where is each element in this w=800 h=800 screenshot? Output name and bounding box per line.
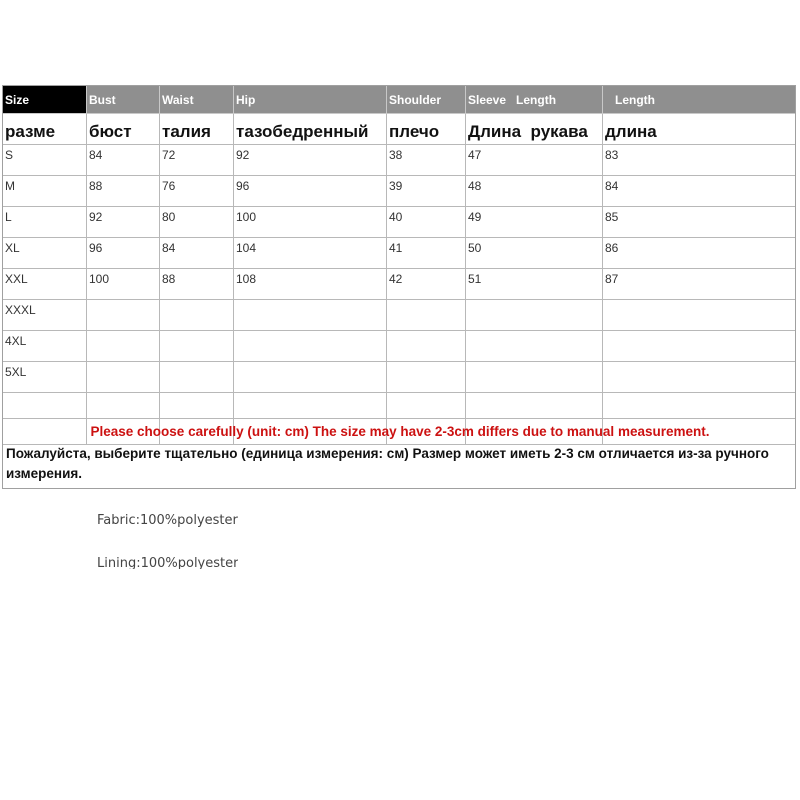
table-cell: XL xyxy=(3,238,87,269)
lining-info: Lining:100%polyester xyxy=(97,556,239,569)
table-cell: 85 xyxy=(603,207,797,238)
empty-cell xyxy=(603,393,797,419)
table-cell: 84 xyxy=(160,238,234,269)
table-row xyxy=(3,362,797,393)
table-cell: 49 xyxy=(466,207,603,238)
table-row xyxy=(3,238,797,269)
table-cell xyxy=(87,300,160,331)
table-cell: 41 xyxy=(387,238,466,269)
table-cell: 88 xyxy=(87,176,160,207)
table-cell xyxy=(160,331,234,362)
table-cell: XXL xyxy=(3,269,87,300)
table-cell: 84 xyxy=(603,176,797,207)
table-cell xyxy=(466,362,603,393)
table-row xyxy=(3,145,797,176)
table-cell xyxy=(160,362,234,393)
table-cell xyxy=(387,362,466,393)
table-cell: 4XL xyxy=(3,331,87,362)
table-cell: 86 xyxy=(603,238,797,269)
table-cell xyxy=(387,300,466,331)
size-table xyxy=(2,85,796,445)
table-cell: 87 xyxy=(603,269,797,300)
table-cell: 72 xyxy=(160,145,234,176)
table-row xyxy=(3,207,797,238)
table-cell: 100 xyxy=(87,269,160,300)
header-sleeve-length: Sleeve Length xyxy=(466,86,603,114)
empty-cell xyxy=(234,393,387,419)
size-chart xyxy=(2,85,796,489)
ru-header-hip: тазобедренный xyxy=(234,114,387,145)
table-cell: 108 xyxy=(234,269,387,300)
table-cell: S xyxy=(3,145,87,176)
table-cell: 5XL xyxy=(3,362,87,393)
ru-header-bust: бюст xyxy=(87,114,160,145)
table-row xyxy=(3,300,797,331)
table-cell xyxy=(466,331,603,362)
ru-header-waist: талия xyxy=(160,114,234,145)
table-cell xyxy=(234,300,387,331)
table-cell xyxy=(234,331,387,362)
table-cell: 83 xyxy=(603,145,797,176)
table-cell: M xyxy=(3,176,87,207)
table-cell xyxy=(87,331,160,362)
table-cell: 51 xyxy=(466,269,603,300)
table-cell: L xyxy=(3,207,87,238)
header-length: Length xyxy=(603,86,797,114)
table-cell: XXXL xyxy=(3,300,87,331)
empty-cell xyxy=(466,393,603,419)
russian-header-row xyxy=(3,114,797,145)
table-cell: 84 xyxy=(87,145,160,176)
header-hip: Hip xyxy=(234,86,387,114)
measurement-note-english: Please choose carefully (unit: cm) The size may have 2-3cm differs due to manual measurement. xyxy=(90,424,710,439)
header-size: Size xyxy=(3,86,87,114)
empty-row xyxy=(3,393,797,419)
table-cell: 42 xyxy=(387,269,466,300)
table-cell: 47 xyxy=(466,145,603,176)
table-cell xyxy=(234,362,387,393)
table-row xyxy=(3,269,797,300)
table-cell: 96 xyxy=(87,238,160,269)
table-cell: 48 xyxy=(466,176,603,207)
header-shoulder: Shoulder xyxy=(387,86,466,114)
table-cell: 38 xyxy=(387,145,466,176)
table-cell: 92 xyxy=(87,207,160,238)
table-cell: 40 xyxy=(387,207,466,238)
ru-header-length: длина xyxy=(603,114,797,145)
table-cell xyxy=(603,300,797,331)
table-cell xyxy=(160,300,234,331)
header-waist: Waist xyxy=(160,86,234,114)
ru-header-sleeve-length: Длина рукава xyxy=(466,114,603,145)
ru-header-size: разме xyxy=(3,114,87,145)
table-cell: 88 xyxy=(160,269,234,300)
table-cell: 80 xyxy=(160,207,234,238)
measurement-note-russian: Пожалуйста, выберите тщательно (единица измерения: см) Размер может иметь 2-3 см отличается из-за ручного измерения. xyxy=(6,446,769,481)
header-bust: Bust xyxy=(87,86,160,114)
table-cell xyxy=(603,331,797,362)
empty-cell xyxy=(387,393,466,419)
table-cell xyxy=(87,362,160,393)
empty-cell xyxy=(3,393,87,419)
table-cell: 76 xyxy=(160,176,234,207)
table-cell xyxy=(603,362,797,393)
fabric-info: Fabric:100%polyester xyxy=(97,513,238,528)
table-cell: 100 xyxy=(234,207,387,238)
table-row xyxy=(3,176,797,207)
table-cell: 92 xyxy=(234,145,387,176)
table-row xyxy=(3,331,797,362)
table-cell: 39 xyxy=(387,176,466,207)
empty-cell xyxy=(160,393,234,419)
table-cell xyxy=(466,300,603,331)
ru-header-shoulder: плечо xyxy=(387,114,466,145)
table-cell: 104 xyxy=(234,238,387,269)
table-cell xyxy=(387,331,466,362)
table-cell: 50 xyxy=(466,238,603,269)
empty-cell xyxy=(87,393,160,419)
header-row xyxy=(3,86,797,114)
table-cell: 96 xyxy=(234,176,387,207)
